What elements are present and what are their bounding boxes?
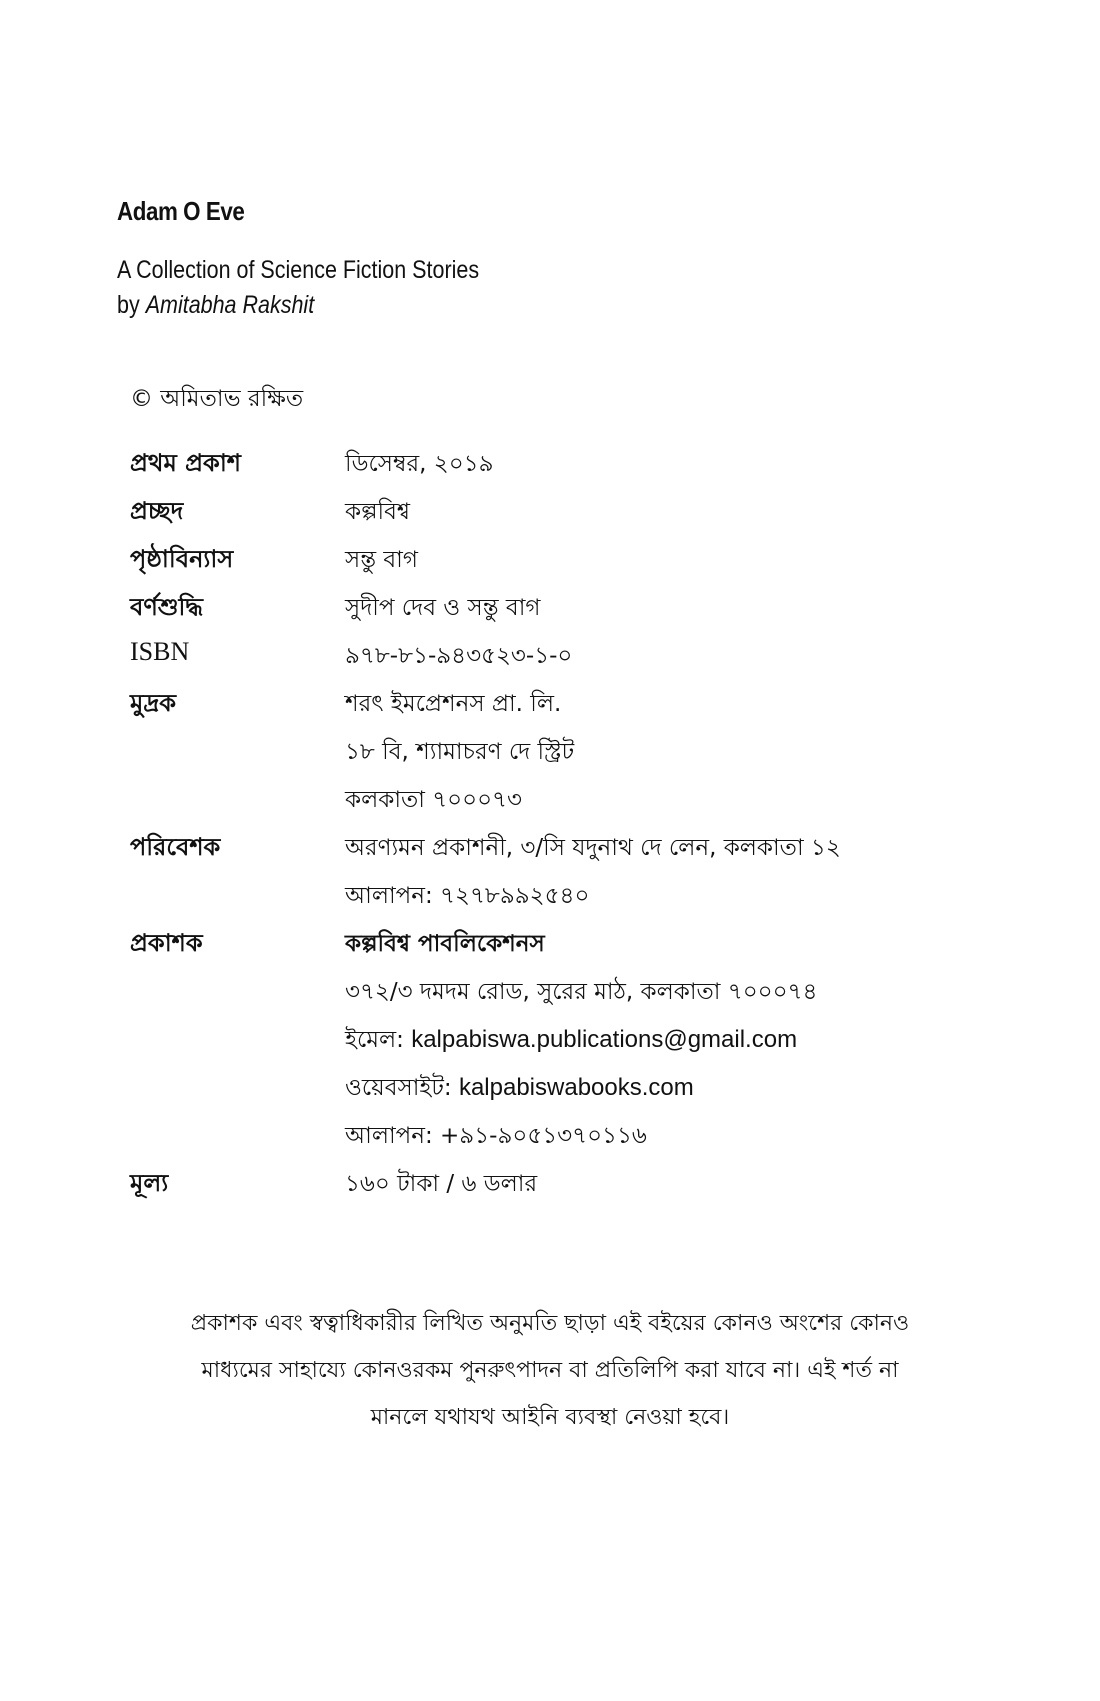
printer-city: কলকাতা ৭০০০৭৩ <box>345 787 522 813</box>
copyright-notice <box>110 1300 990 1441</box>
detail-label: বর্ণশুদ্ধি <box>130 593 203 621</box>
detail-value: ১৬০ টাকা / ৬ ডলার <box>345 1171 538 1197</box>
website-prefix: ওয়েবসাইট: <box>345 1075 452 1101</box>
imprint-details <box>130 445 960 1213</box>
printer-address: ১৮ বি, শ্যামাচরণ দে স্ট্রিট <box>345 739 575 765</box>
detail-label: প্রথম প্রকাশ <box>130 449 242 477</box>
detail-row-distributor-phone <box>130 877 960 925</box>
notice-line: মাধ্যমের সাহায্যে কোনওরকম পুনরুৎপাদন বা প্রতিলিপি করা যাবে না। এই শর্ত না <box>201 1358 899 1383</box>
byline <box>117 291 314 320</box>
byline-prefix: by <box>117 291 140 319</box>
detail-label: ISBN <box>130 637 190 666</box>
detail-row-distributor <box>130 829 960 877</box>
detail-row-cover <box>130 493 960 541</box>
detail-row-publisher-phone <box>130 1117 960 1165</box>
detail-row-proofreading <box>130 589 960 637</box>
detail-row-printer-city <box>130 781 960 829</box>
detail-row-printer <box>130 685 960 733</box>
publisher-phone: আলাপন: +৯১-৯০৫১৩৭০১১৬ <box>345 1123 647 1149</box>
notice-line: মানলে যথাযথ আইনি ব্যবস্থা নেওয়া হবে। <box>370 1405 730 1430</box>
detail-row-price <box>130 1165 960 1213</box>
email-prefix: ইমেল: <box>345 1027 404 1053</box>
detail-row-isbn <box>130 637 960 685</box>
detail-label: মূল্য <box>130 1169 169 1197</box>
detail-label: পৃষ্ঠাবিন্যাস <box>130 545 234 573</box>
publisher-email-line <box>345 1021 797 1060</box>
publisher-website-line <box>345 1069 694 1108</box>
detail-value: সন্তু বাগ <box>345 547 418 573</box>
book-title: Adam O Eve <box>117 196 245 226</box>
detail-label: প্রকাশক <box>130 929 203 957</box>
detail-value: ডিসেম্বর, ২০১৯ <box>345 451 494 477</box>
publisher-name: কল্পবিশ্ব পাবলিকেশনস <box>345 931 545 957</box>
copyright-line: © অমিতাভ রক্ষিত <box>130 386 304 412</box>
detail-row-printer-address <box>130 733 960 781</box>
publisher-website: kalpabiswabooks.com <box>458 1074 694 1101</box>
detail-row-publisher-website <box>130 1069 960 1117</box>
detail-row-first-edition <box>130 445 960 493</box>
detail-label: মুদ্রক <box>130 689 177 717</box>
distributor-phone: আলাপন: ৭২৭৮৯৯২৫৪০ <box>345 883 590 909</box>
author-name: Amitabha Rakshit <box>145 291 315 319</box>
detail-value: কল্পবিশ্ব <box>345 499 411 525</box>
detail-row-layout <box>130 541 960 589</box>
detail-row-publisher-email <box>130 1021 960 1069</box>
detail-row-publisher <box>130 925 960 973</box>
detail-label: পরিবেশক <box>130 833 221 861</box>
detail-value: ৯৭৮-৮১-৯৪৩৫২৩-১-০ <box>345 643 573 669</box>
publisher-address: ৩৭২/৩ দমদম রোড, সুরের মাঠ, কলকাতা ৭০০০৭৪ <box>345 979 818 1005</box>
book-subtitle: A Collection of Science Fiction Stories <box>117 256 480 284</box>
detail-label: প্রচ্ছদ <box>130 497 184 525</box>
publisher-email: kalpabiswa.publications@gmail.com <box>411 1026 798 1053</box>
notice-line: প্রকাশক এবং স্বত্বাধিকারীর লিখিত অনুমতি ছাড়া এই বইয়ের কোনও অংশের কোনও <box>190 1311 910 1336</box>
detail-row-publisher-address <box>130 973 960 1021</box>
printer-name: শরৎ ইমপ্রেশনস প্রা. লি. <box>345 691 562 717</box>
distributor-address: অরণ্যমন প্রকাশনী, ৩/সি যদুনাথ দে লেন, কলকাতা ১২ <box>345 835 841 861</box>
detail-value: সুদীপ দেব ও সন্তু বাগ <box>345 595 541 621</box>
